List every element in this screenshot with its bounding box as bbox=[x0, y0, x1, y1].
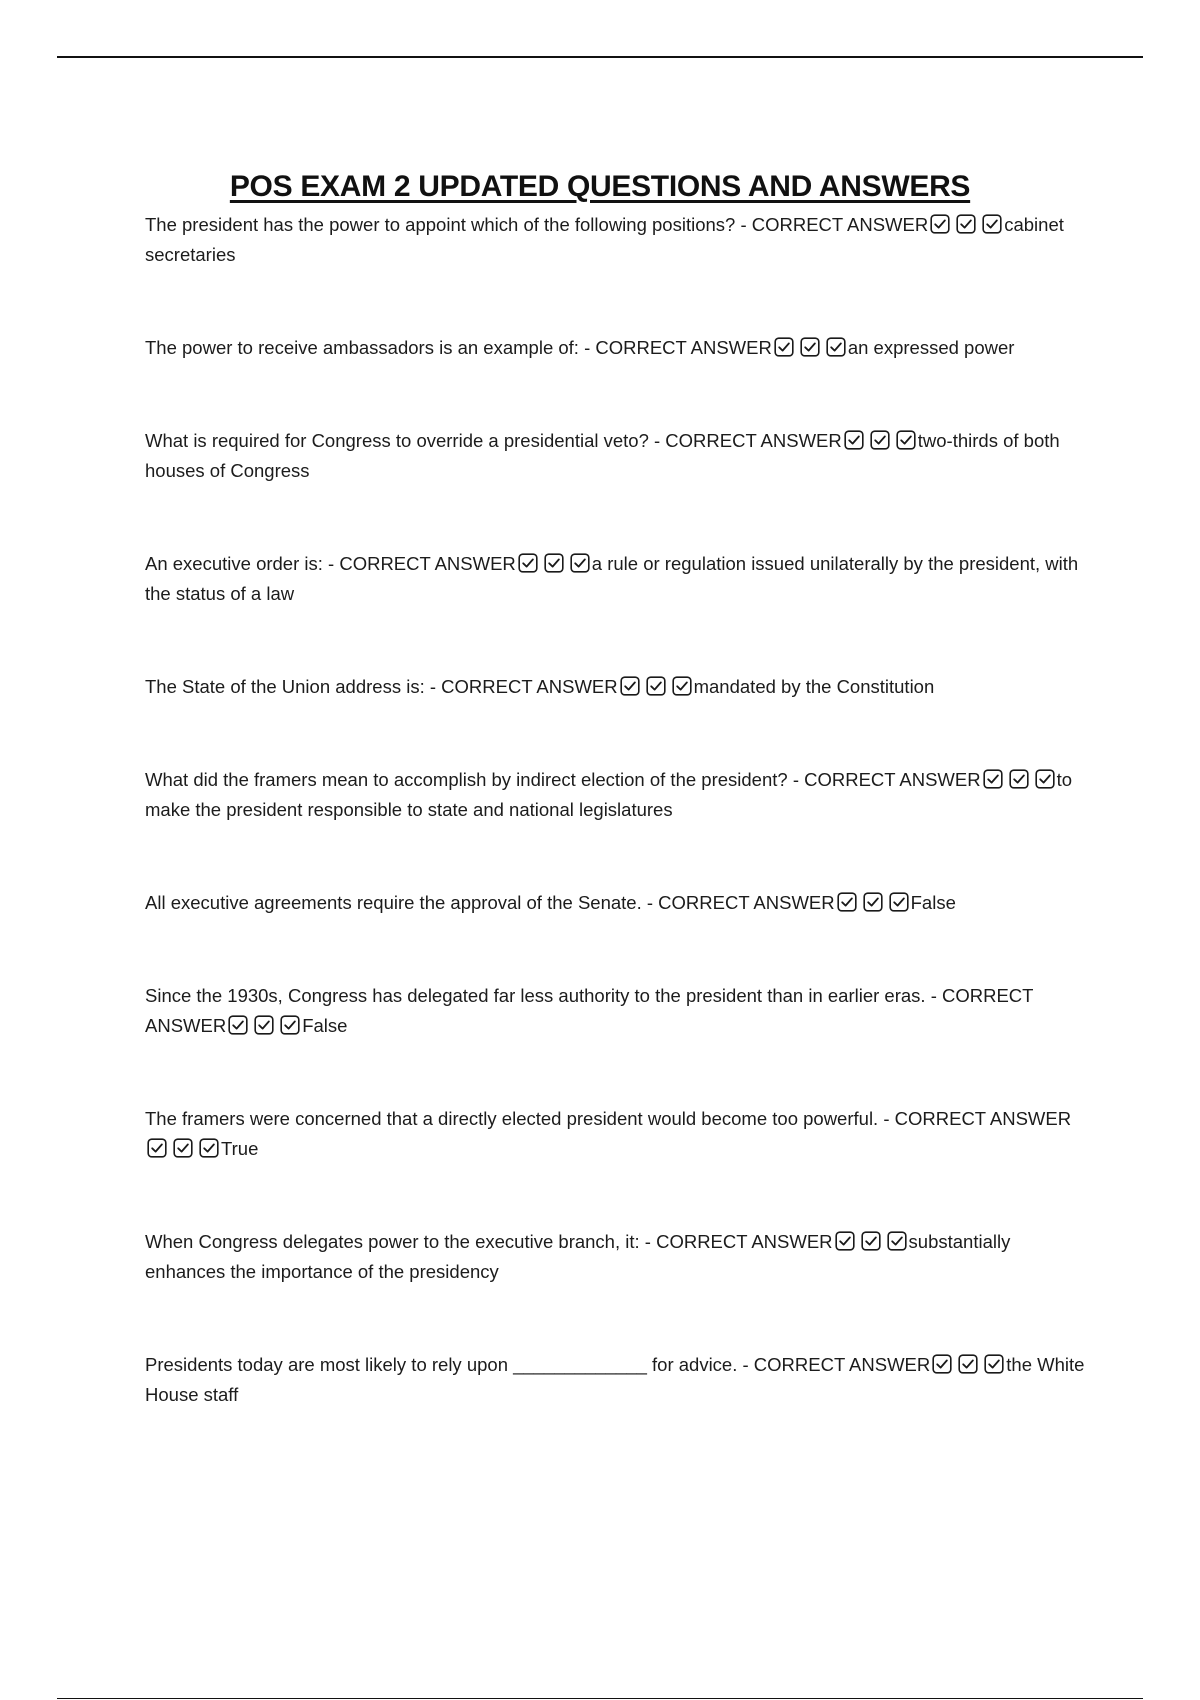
checked-box-icon bbox=[837, 892, 857, 912]
check-marks bbox=[837, 892, 909, 912]
checked-box-icon bbox=[570, 553, 590, 573]
checked-box-icon bbox=[1009, 769, 1029, 789]
qa-list bbox=[145, 210, 1085, 1410]
checked-box-icon bbox=[518, 553, 538, 573]
check-marks bbox=[983, 769, 1055, 789]
check-marks bbox=[835, 1231, 907, 1251]
checked-box-icon bbox=[863, 892, 883, 912]
check-marks bbox=[620, 676, 692, 696]
checked-box-icon bbox=[835, 1231, 855, 1251]
qa-item bbox=[145, 1350, 1085, 1410]
checked-box-icon bbox=[544, 553, 564, 573]
checked-box-icon bbox=[958, 1354, 978, 1374]
qa-item bbox=[145, 672, 1085, 702]
checked-box-icon bbox=[672, 676, 692, 696]
checked-box-icon bbox=[1035, 769, 1055, 789]
checked-box-icon bbox=[774, 337, 794, 357]
checked-box-icon bbox=[199, 1138, 219, 1158]
check-marks bbox=[147, 1138, 219, 1158]
question-text: The power to receive ambassadors is an example of: - CORRECT ANSWER bbox=[145, 337, 772, 358]
answer-text: False bbox=[910, 892, 956, 913]
checked-box-icon bbox=[930, 214, 950, 234]
answer-text: two-thirds of both houses of Congress bbox=[145, 430, 1060, 481]
checked-box-icon bbox=[147, 1138, 167, 1158]
checked-box-icon bbox=[984, 1354, 1004, 1374]
answer-text: a rule or regulation issued unilaterally by the president, with the status of a law bbox=[145, 553, 1079, 604]
question-text: The president has the power to appoint which of the following positions? - CORRECT ANSWER bbox=[145, 214, 929, 235]
checked-box-icon bbox=[228, 1015, 248, 1035]
answer-text: the White House staff bbox=[145, 1354, 1085, 1405]
question-text: When Congress delegates power to the executive branch, it: - CORRECT ANSWER bbox=[145, 1231, 833, 1252]
checked-box-icon bbox=[870, 430, 890, 450]
question-text: The State of the Union address is: - CORRECT ANSWER bbox=[145, 676, 618, 697]
checked-box-icon bbox=[889, 892, 909, 912]
checked-box-icon bbox=[861, 1231, 881, 1251]
answer-text: cabinet secretaries bbox=[145, 214, 1064, 265]
checked-box-icon bbox=[254, 1015, 274, 1035]
checked-box-icon bbox=[800, 337, 820, 357]
top-rule bbox=[57, 56, 1143, 58]
qa-item bbox=[145, 426, 1085, 486]
checked-box-icon bbox=[826, 337, 846, 357]
answer-text: an expressed power bbox=[847, 337, 1015, 358]
question-text: Presidents today are most likely to rely upon _____________ for advice. - CORRECT ANSWER bbox=[145, 1354, 931, 1375]
checked-box-icon bbox=[932, 1354, 952, 1374]
qa-item bbox=[145, 981, 1085, 1041]
check-marks bbox=[518, 553, 590, 573]
qa-item bbox=[145, 1227, 1085, 1287]
page-title: POS EXAM 2 UPDATED QUESTIONS AND ANSWERS bbox=[229, 170, 971, 204]
checked-box-icon bbox=[983, 769, 1003, 789]
qa-item bbox=[145, 333, 1085, 363]
check-marks bbox=[930, 214, 1002, 234]
question-text: What is required for Congress to override a presidential veto? - CORRECT ANSWER bbox=[145, 430, 842, 451]
checked-box-icon bbox=[844, 430, 864, 450]
checked-box-icon bbox=[646, 676, 666, 696]
checked-box-icon bbox=[173, 1138, 193, 1158]
check-marks bbox=[228, 1015, 300, 1035]
check-marks bbox=[774, 337, 846, 357]
checked-box-icon bbox=[956, 214, 976, 234]
qa-item bbox=[145, 210, 1085, 270]
bottom-rule bbox=[57, 1698, 1143, 1699]
checked-box-icon bbox=[896, 430, 916, 450]
checked-box-icon bbox=[982, 214, 1002, 234]
checked-box-icon bbox=[887, 1231, 907, 1251]
check-marks bbox=[844, 430, 916, 450]
qa-item bbox=[145, 888, 1085, 918]
answer-text: mandated by the Constitution bbox=[693, 676, 935, 697]
answer-text: to make the president responsible to state and national legislatures bbox=[145, 769, 1073, 820]
qa-item bbox=[145, 1104, 1085, 1164]
qa-item bbox=[145, 765, 1085, 825]
question-text: What did the framers mean to accomplish by indirect election of the president? - CORRECT ANSWER bbox=[145, 769, 981, 790]
question-text: The framers were concerned that a directly elected president would become too powerful. - CORRECT ANSWER bbox=[145, 1108, 1072, 1129]
answer-text: False bbox=[302, 1015, 348, 1036]
question-text: All executive agreements require the approval of the Senate. - CORRECT ANSWER bbox=[145, 892, 835, 913]
answer-text: substantially enhances the importance of the presidency bbox=[145, 1231, 1011, 1282]
checked-box-icon bbox=[620, 676, 640, 696]
check-marks bbox=[932, 1354, 1004, 1374]
qa-item bbox=[145, 549, 1085, 609]
question-text: An executive order is: - CORRECT ANSWER bbox=[145, 553, 516, 574]
question-text: Since the 1930s, Congress has delegated far less authority to the president than in earlier eras. - CORRECT ANSWER bbox=[145, 985, 1034, 1036]
checked-box-icon bbox=[280, 1015, 300, 1035]
answer-text: True bbox=[221, 1138, 259, 1159]
